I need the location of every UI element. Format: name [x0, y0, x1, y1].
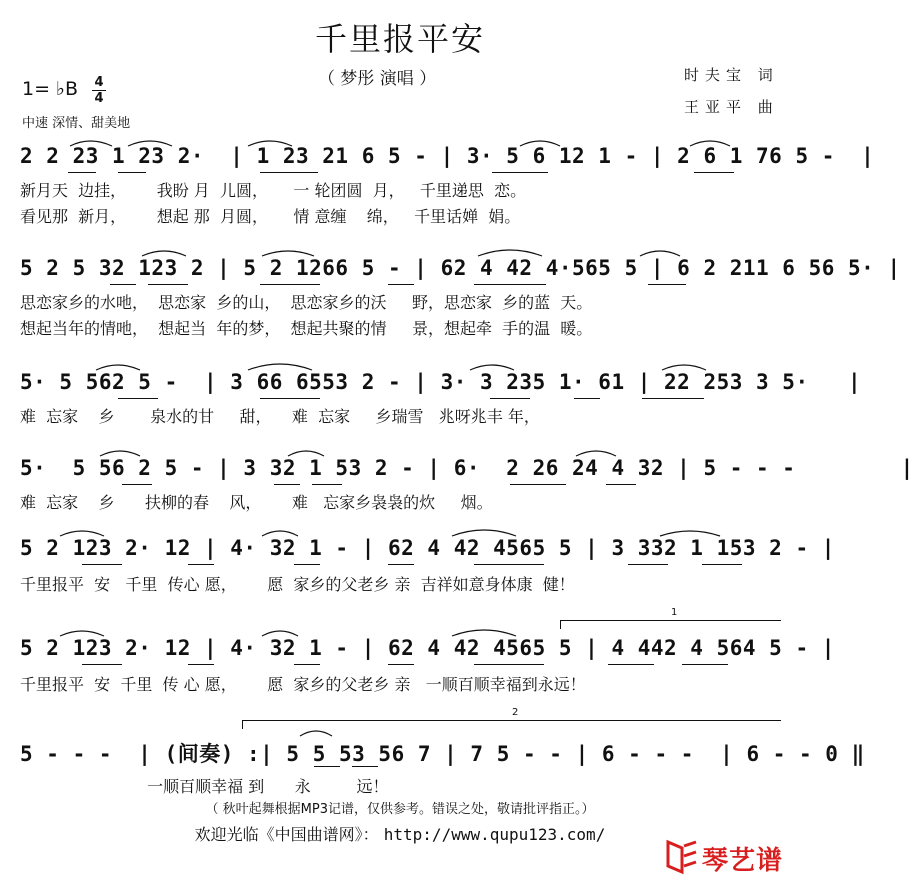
tempo-marking: 中速 深情、甜美地 — [22, 116, 131, 131]
welcome-text: 欢迎光临《中国曲谱网》： — [194, 825, 379, 844]
lyrics-verse-1: 难 忘家 乡 扶柳的春 风， 难 忘家乡袅袅的炊 烟。 — [20, 493, 493, 512]
notation-line: 5 2 123 2· 12 | 4· 32 1 - | 62 4 42 4565 5 | 3 332 1 153 2 - | — [20, 536, 835, 560]
lyrics-verse-1: 难 忘家 乡 泉水的甘 甜， 难 忘家 乡瑞雪 兆呀兆丰 年， — [20, 407, 540, 426]
site-url-link[interactable]: http://www.qupu123.com/ — [383, 825, 606, 844]
composer-credit: 王亚平 曲 — [684, 98, 779, 116]
lyrics-verse-2: 看见那 新月， 想起 那 月圆， 情 意缠 绵， 千里话婵 娟。 — [20, 207, 521, 226]
song-title: 千里报平安 — [314, 20, 485, 58]
notation-line: 5· 5 56 2 5 - | 3 32 1 53 2 - | 6· 2 26 24 4 32 | 5 - - - | — [20, 456, 914, 480]
key-signature: 1= ♭B — [22, 78, 79, 100]
lyricist-credit: 时夫宝 词 — [684, 66, 779, 84]
notation-line: 5 2 5 32 123 2 | 5 2 1266 5 - | 62 4 42 4·565 5 | 6 2 211 6 56 5· | — [20, 256, 901, 280]
lyrics-verse-1: 思恋家乡的水吔， 思恋家 乡的山， 思恋家乡的沃 野，思恋家 乡的蓝 天。 — [20, 293, 593, 312]
lyrics-verse-1: 一顺百顺幸福 到 永 远！ — [20, 777, 389, 796]
lyrics-verse-1: 新月天 边挂， 我盼 月 儿圆， 一 轮团圆 月， 千里递思 恋。 — [20, 181, 527, 200]
singer-credit: （ 梦彤 演唱 ） — [318, 69, 437, 89]
meter-bottom: 4 — [94, 91, 104, 106]
lyrics-verse-1: 千里报平 安 千里 传 心 愿， 愿 家乡的父老乡 亲 一顺百顺幸福到永远！ — [20, 675, 586, 694]
notation-line: 2 2 23 1 23 2· | 1 23 21 6 5 - | 3· 5 6 12 1 - | 2 6 1 76 5 - | — [20, 144, 875, 168]
logo-mark-icon — [664, 836, 700, 876]
site-logo — [664, 836, 792, 876]
notation-line: 5 2 123 2· 12 | 4· 32 1 - | 62 4 42 4565 5 | 4 442 4 564 5 - | — [20, 636, 835, 660]
meter-top: 4 — [94, 75, 104, 90]
volta-number: 2 — [512, 707, 519, 718]
logo-text: 琴艺谱 — [702, 846, 784, 876]
notation-line: 5 - - - | (间奏) :| 5 5 53 56 7 | 7 5 - - | 6 - - - | 6 - - 0 ‖ — [20, 742, 865, 766]
lyrics-verse-2: 想起当年的情吔， 想起当 年的梦， 想起共聚的情 景，想起牵 手的温 暖。 — [20, 319, 593, 338]
notation-line: 5· 5 562 5 - | 3 66 6553 2 - | 3· 3 235 1· 61 | 22 253 3 5· | — [20, 370, 862, 394]
lyrics-verse-1: 千里报平 安 千里 传心 愿， 愿 家乡的父老乡 亲 吉祥如意身体康 健！ — [20, 575, 575, 594]
volta-number: 1 — [671, 607, 678, 618]
transcriber-note: （ 秋叶起舞根据MP3记谱，仅供参考。错误之处，敬请批评指正。） — [205, 802, 595, 817]
time-signature — [92, 76, 106, 105]
